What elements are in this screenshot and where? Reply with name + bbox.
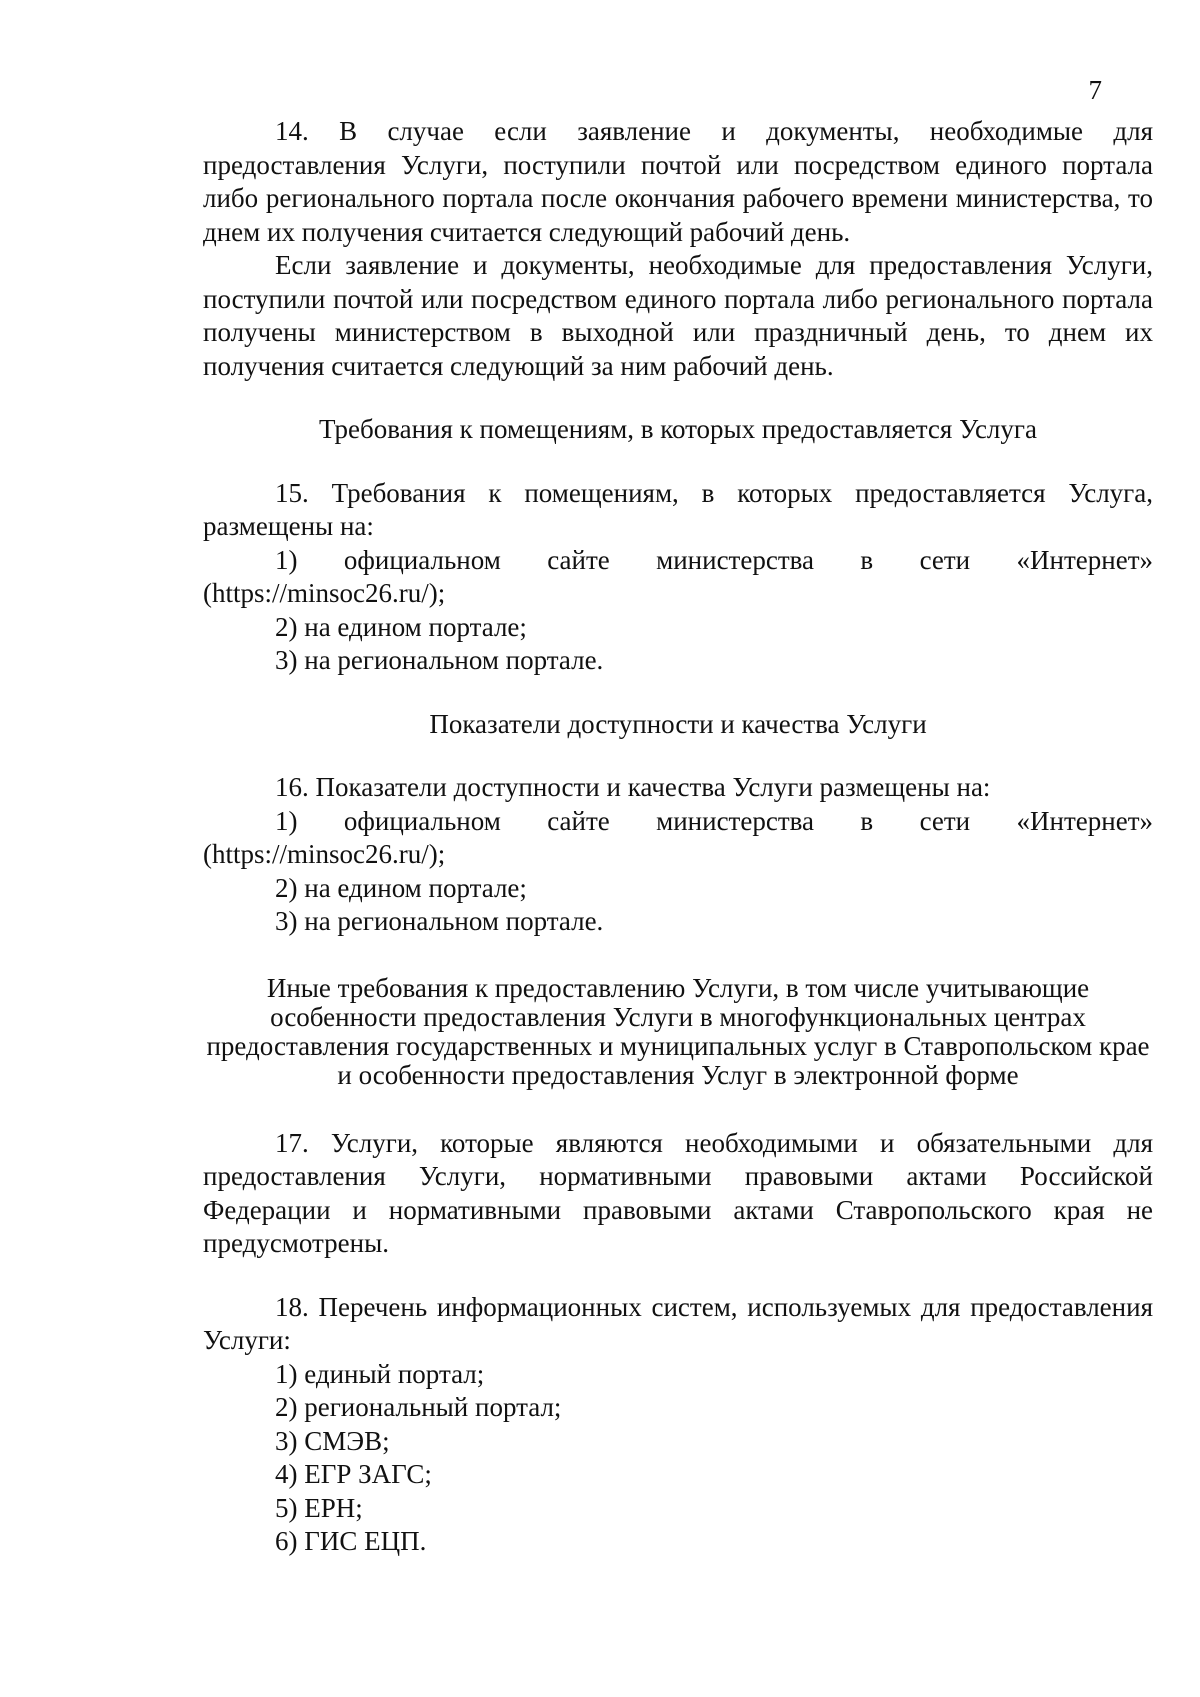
list-item: 5) ЕРН;	[275, 1492, 363, 1523]
paragraph-14-continued: Если заявление и документы, необходимые для предоставления Услуги, поступили почтой или посредством единого портала либо регионального портала получены министерством в выходной или праздничный день, то днем их получения считается следующий за ним рабочий день.	[203, 250, 1153, 381]
list-item: 3) на региональном портале.	[275, 906, 604, 936]
list-item: 1) официальном сайте министерства в сети «Интернет» (https://minsoc26.ru/);	[203, 805, 1153, 869]
list-item: 1) единый портал;	[275, 1358, 485, 1389]
paragraph-17: 17. Услуги, которые являются необходимыми и обязательными для предоставления Услуги, нормативными правовыми актами Российской Федерации и нормативными правовыми актами Ставропольского края не предусмотрены.	[203, 1127, 1153, 1258]
page-number: 7	[1088, 75, 1102, 105]
list-item: 6) ГИС ЕЦП.	[275, 1526, 427, 1556]
list-item: 2) региональный портал;	[275, 1392, 562, 1422]
paragraph-14: 14. В случае если заявление и документы, необходимые для предоставления Услуги, поступили почтой или посредством единого портала либо регионального портала после окончания рабочего времени министерства, то днем их получения считается следующий рабочий день.	[203, 116, 1153, 247]
document-body	[203, 115, 1153, 1559]
heading-premises-requirements: Требования к помещениям, в которых предоставляется Услуга	[319, 414, 1037, 444]
paragraph-15: 15. Требования к помещениям, в которых предоставляется Услуга, размещены на:	[203, 477, 1153, 541]
list-item: 4) ЕГР ЗАГС;	[275, 1459, 432, 1489]
list-item: 3) СМЭВ;	[275, 1425, 390, 1456]
list-item: 2) на едином портале;	[275, 611, 527, 642]
paragraph-16: 16. Показатели доступности и качества Услуги размещены на:	[275, 772, 991, 802]
list-item: 2) на едином портале;	[275, 872, 527, 903]
heading-quality-indicators: Показатели доступности и качества Услуги	[429, 708, 927, 739]
list-item: 3) на региональном портале.	[275, 645, 604, 675]
heading-other-requirements: Иные требования к предоставлению Услуги, в том числе учитывающие особенности предоставления Услуги в многофункциональных центрах предоставления государственных и муниципальных услуг в Ставропольском крае и особенности предоставления Услуг в электронной форме	[206, 972, 1150, 1090]
list-item: 1) официальном сайте министерства в сети «Интернет» (https://minsoc26.ru/);	[203, 544, 1153, 608]
paragraph-18: 18. Перечень информационных систем, используемых для предоставления Услуги:	[203, 1291, 1153, 1355]
